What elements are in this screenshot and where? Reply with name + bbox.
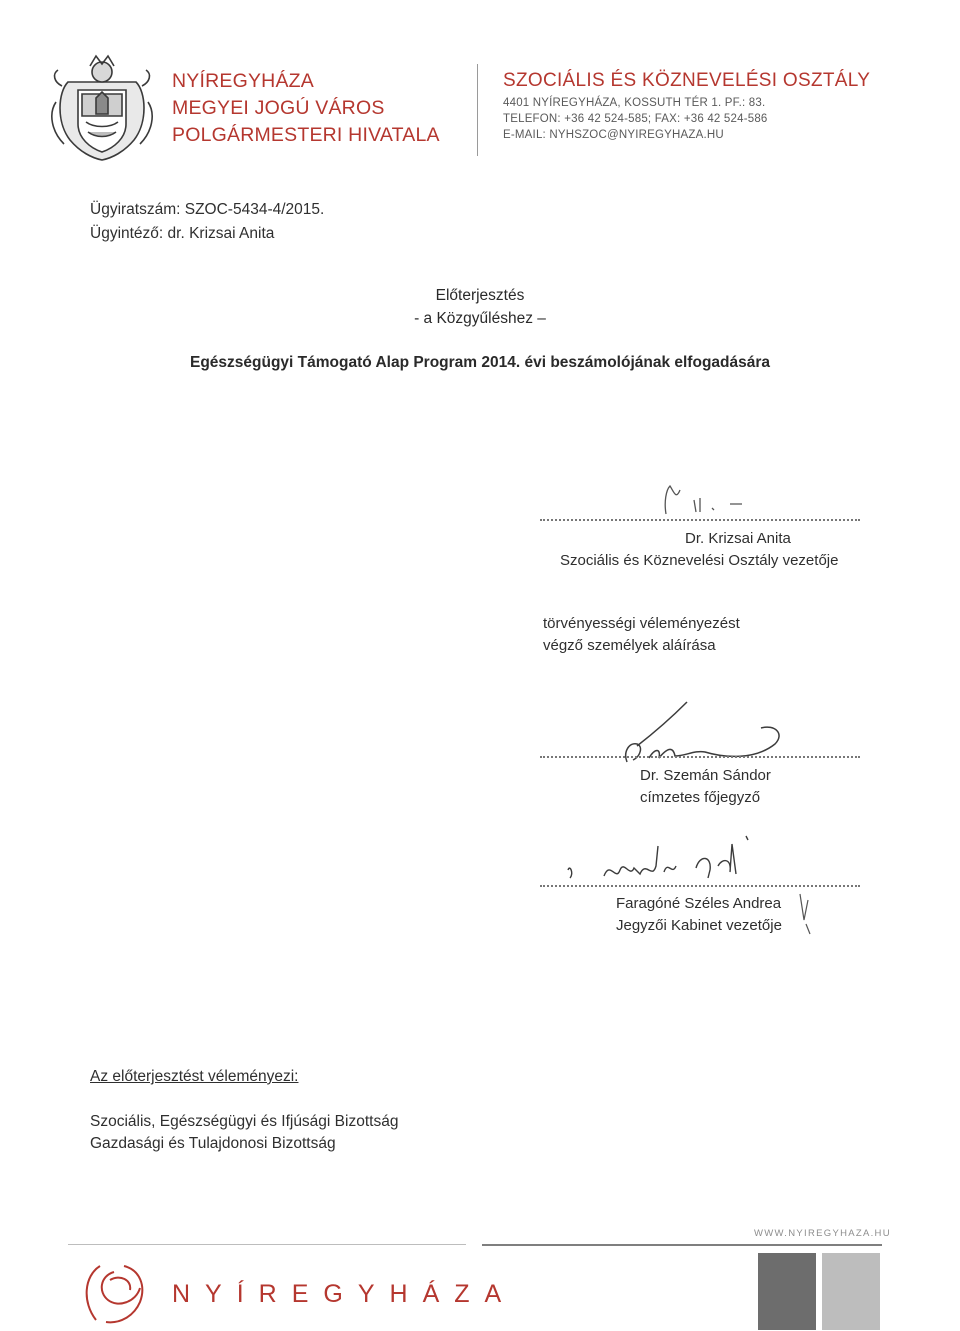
review-label: törvényességi véleményezést [543, 615, 740, 632]
department-phone: TELEFON: +36 42 524-585; FAX: +36 42 524-586 [503, 113, 768, 125]
file-number: Ügyiratszám: SZOC-5434-4/2015. [90, 201, 325, 218]
initials-mark [660, 478, 780, 518]
signer-name: Dr. Szemán Sándor [640, 767, 771, 784]
department-address: 4401 NYÍREGYHÁZA, KOSSUTH TÉR 1. PF.: 83. [503, 97, 766, 109]
signer-role: címzetes főjegyző [640, 789, 761, 806]
document-subject: Egészségügyi Támogató Alap Program 2014. évi beszámolójának elfogadására [189, 354, 771, 371]
footer-decor-block [822, 1253, 880, 1330]
handwritten-signature [560, 830, 780, 890]
city-name-line: MEGYEI JOGÚ VÁROS [172, 97, 385, 119]
handwritten-signature [615, 698, 795, 770]
signer-name: Faragóné Széles Andrea [616, 895, 782, 912]
footer-divider [68, 1244, 466, 1245]
footer-decor-block [758, 1253, 816, 1330]
case-info [90, 198, 324, 246]
committee-item: Gazdasági és Tulajdonosi Bizottság [90, 1135, 336, 1152]
city-coat-of-arms-icon [48, 52, 156, 164]
footer-url: WWW.NYIREGYHAZA.HU [754, 1228, 891, 1239]
review-label: végző személyek aláírása [543, 637, 716, 654]
committee-item: Szociális, Egészségügyi és Ifjúsági Bizottság [90, 1113, 399, 1130]
signer-role: Szociális és Köznevelési Osztály vezetője [560, 552, 839, 569]
margin-check-mark [796, 890, 816, 936]
department-email: E-MAIL: NYHSZOC@NYIREGYHAZA.HU [503, 129, 724, 141]
header-divider [477, 64, 478, 156]
document-addressee: - a Közgyűléshez – [414, 310, 546, 327]
document-type: Előterjesztés [435, 287, 525, 304]
footer-wordmark: NYÍREGYHÁZA [172, 1280, 517, 1308]
signature-line [540, 885, 860, 887]
signature-line [540, 519, 860, 521]
case-handler: Ügyintéző: dr. Krizsai Anita [90, 225, 275, 242]
signer-role: Jegyzői Kabinet vezetője [616, 917, 782, 934]
city-name-line: NYÍREGYHÁZA [172, 70, 314, 92]
city-office-name [172, 68, 440, 149]
opinion-section [90, 1066, 398, 1155]
signature-line [540, 756, 860, 758]
footer-divider [482, 1244, 882, 1246]
signer-name: Dr. Krizsai Anita [685, 530, 791, 547]
department-name: SZOCIÁLIS ÉS KÖZNEVELÉSI OSZTÁLY [503, 70, 871, 91]
city-swirl-logo-icon [80, 1262, 150, 1326]
opinion-heading: Az előterjesztést véleményezi: [90, 1068, 299, 1085]
city-name-line: POLGÁRMESTERI HIVATALA [172, 124, 440, 146]
department-contact-block [503, 70, 870, 143]
